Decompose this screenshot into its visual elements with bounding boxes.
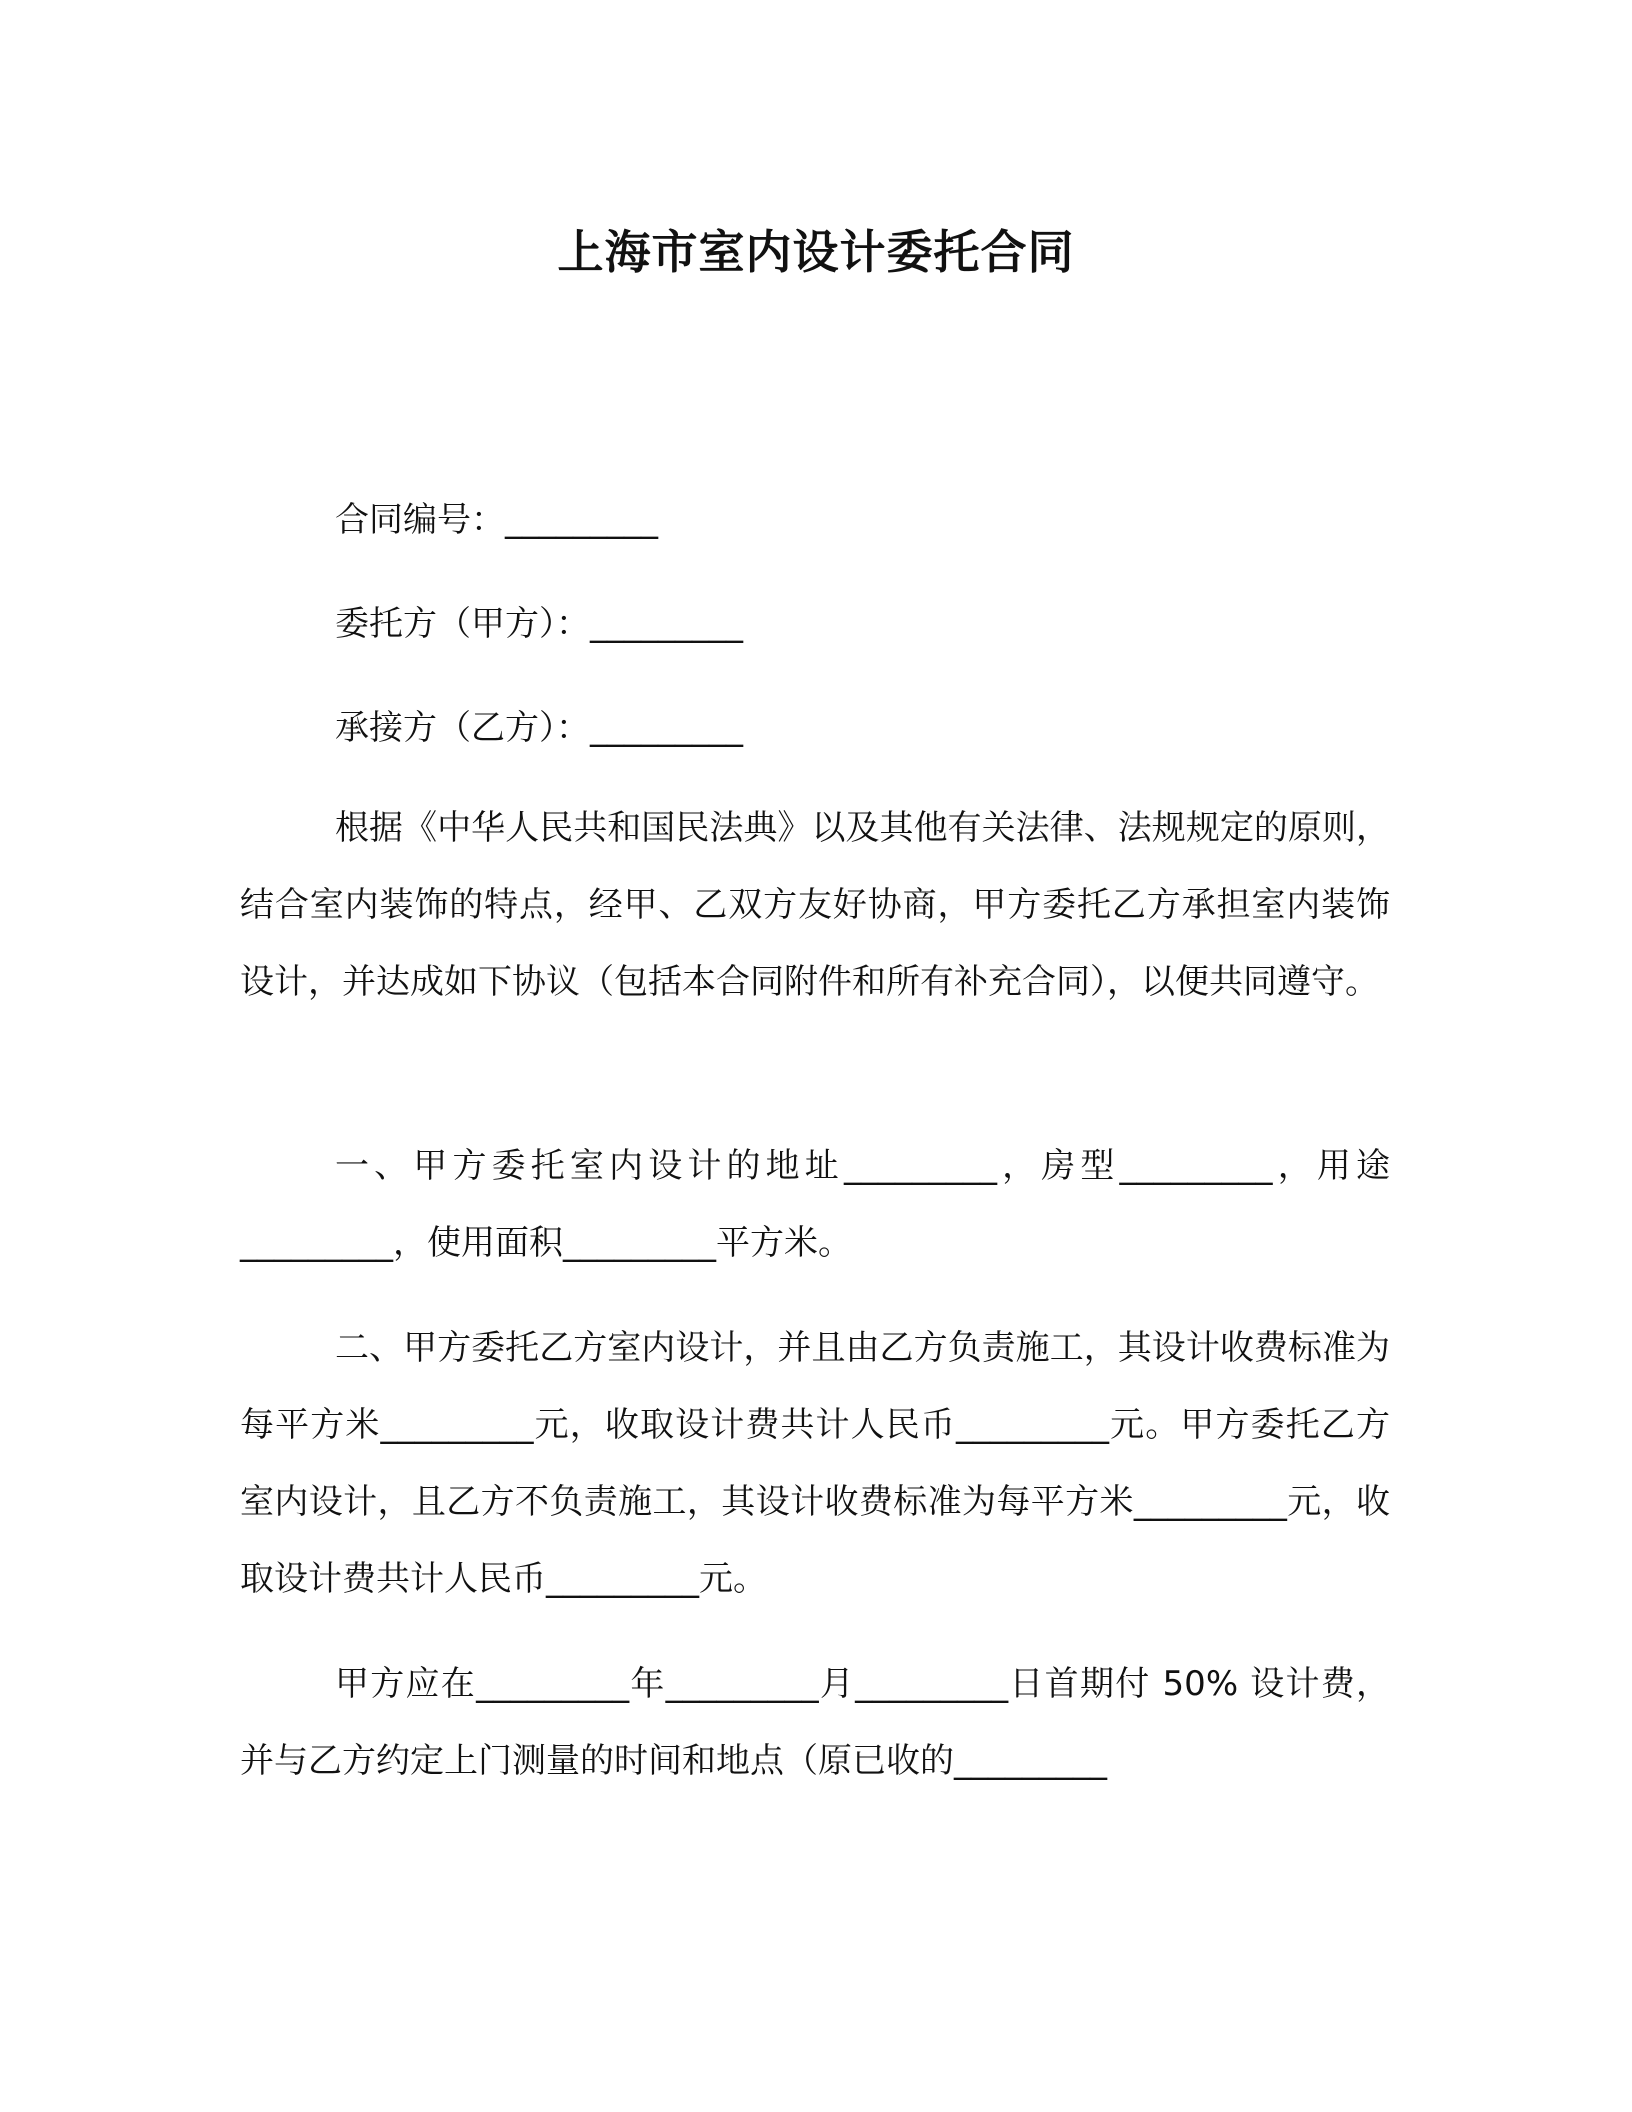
payment-paragraph: 甲方应在_________年_________月_________日首期付 50% 设计费，并与乙方约定上门测量的时间和地点（原已收的_________ (240, 1664, 1390, 1781)
preamble-paragraph: 根据《中华人民共和国民法典》以及其他有关法律、法规规定的原则，结合室内装饰的特点，经甲、乙双方友好协商，甲方委托乙方承担室内装饰设计，并达成如下协议（包括本合同附件和所有补充合同），以便共同遵守。 (240, 808, 1390, 1002)
party-a-field: 委托方（甲方）：_________ (335, 604, 743, 644)
clause-two-paragraph: 二、甲方委托乙方室内设计，并且由乙方负责施工，其设计收费标准为每平方米_________元，收取设计费共计人民币_________元。甲方委托乙方室内设计，且乙方不负责施工，其设计收费标准为每平方米_________元，收取设计费共计人民币_________元。 (240, 1328, 1390, 1599)
document-title: 上海市室内设计委托合同 (557, 225, 1075, 279)
party-b-field: 承接方（乙方）：_________ (335, 708, 743, 748)
clause-one-paragraph: 一、甲方委托室内设计的地址_________，房型_________，用途_________，使用面积_________平方米。 (240, 1146, 1390, 1263)
contract-number-field: 合同编号：_________ (335, 500, 658, 540)
